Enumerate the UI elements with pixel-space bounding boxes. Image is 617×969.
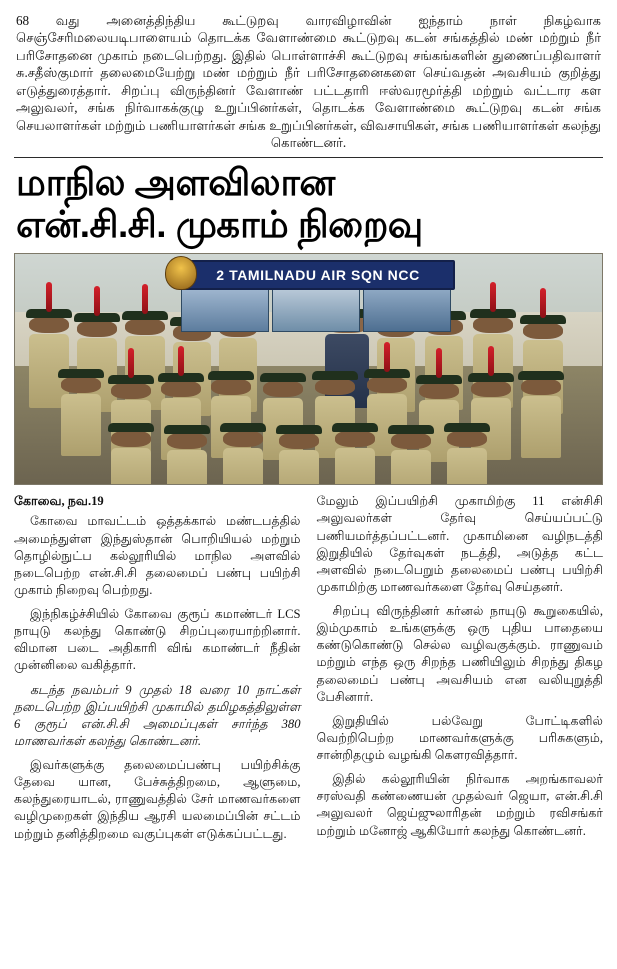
cadet-plume [436,348,442,378]
cadet-body [279,450,319,485]
cadet-head [167,432,207,449]
section-divider [14,157,603,158]
cadet-cap [276,425,322,434]
lead-paragraph: 68 வது அனைத்திந்திய கூட்டுறவு வாரவிழாவின் ஐந்தாம் நாள் நிகழ்வாக செஞ்சேரிமலையடிபாளையம் தொடக்க வேளாண்மை கூட்டுறவு கடன் சங்கத்தில் மண் மற்றும் நீர் பரிசோதனை முகாம் நடைபெற்றது. இதில் பொள்ளாச்சி கூட்டுறவு சங்கங்களின் துணைப்பதிவாளர் சு.சதீஸ்குமார் தலைமையேற்று மண் மற்றும் நீர் பரிசோதனைகளை செய்வதன் அவசியம் குறித்து எடுத்துரைத்தார். சிறப்பு விருந்தினர் வேளாண் பட்டதாரி ஈஸ்வரமூர்த்தி மற்றும் வட்டார கள அலுவலர், சங்க நிர்வாகக்குழு உறுப்பினர்கள், தொடக்க வேளாண்மை கூட்டுறவு கடன் சங்க செயலாளர்கள் மற்றும் பணியாளர்கள் சங்க உறுப்பினர்கள், விவசாயிகள், சங்க பணியாளர்கள் கலந்து கொண்டனர். [16,13,601,150]
cadet-plume [142,284,148,314]
cadet-cap [164,425,210,434]
cadet-figure [61,376,101,456]
dateline: கோவை, நவ.19 [14,494,104,509]
cadet-body [521,396,561,458]
cadet-head [447,430,487,447]
display-board [181,288,269,332]
cadet-body [61,394,101,456]
paragraph: இதில் கல்லூரியின் நிர்வாக அறங்காவலர் சரஸ்வதி கண்ணையன் முதல்வர் ஜெயா, என்.சி.சி அலுவலர் ஜெய்ஜுலாரிதன் மற்றும் ரவிசங்கர் மற்றும் மனோஜ் ஆகியோர் கலந்து கொண்டனர். [316,772,603,838]
cadet-head [279,432,319,449]
headline-line-2: என்.சி.சி. முகாம் நிறைவு [16,203,423,245]
paragraph: கோவை மாவட்டம் ஒத்தக்கால் மண்டபத்தில் அமைந்துள்ள இந்துஸ்தான் பொறியியல் மற்றும் தொழில்நுட்ப கல்லூரியில் மாநில அளவில் நடைபெற்ற என்.சி.சி தலைமைப் பண்பு பயிற்சி முகாம் நிறைவு பெற்றது. [14,514,301,597]
cadet-cap [220,423,266,432]
cadet-plume [178,346,184,376]
article-body [14,493,603,849]
cadet-head [521,378,561,395]
cadet-head [263,380,303,397]
display-board [363,288,451,332]
cadet-head [161,380,201,397]
article-photo [14,253,603,485]
cadet-head [335,430,375,447]
cadet-cap [260,373,306,382]
cadet-figure [447,430,487,485]
photo-banner-text: 2 TAMILNADU AIR SQN NCC [181,260,455,290]
cadet-head [391,432,431,449]
cadet-cap [208,371,254,380]
cadet-head [523,322,563,339]
cadet-plume [128,348,134,378]
cadet-plume [488,346,494,376]
cadet-cap [444,423,490,432]
display-boards [181,288,451,332]
cadet-plume [384,342,390,372]
headline-line-1: மாநில அளவிலான [16,162,335,204]
cadet-plume [490,282,496,312]
paragraph: இவர்களுக்கு தலைமைப்பண்பு பயிற்சிக்கு தேவை யான, பேச்சுத்திறமை, ஆளுமை, கலந்துரையாடல், ராணுவத்தில் சேர் மாணவர்களை வழிமுறைகள் இந்திய ஆரசி யலமைப்பின் சட்டம் மற்றும் தனித்திறமை வகுப்புகள் எடுக்கப்பட்டது. [14,758,301,841]
cadet-body [223,448,263,485]
cadet-plume [540,288,546,318]
cadet-head [211,378,251,395]
cadet-cap [332,423,378,432]
cadet-cap [312,371,358,380]
ncc-crest-icon [165,256,197,290]
cadet-figure [335,430,375,485]
paragraph: கடந்த நவம்பர் 9 முதல் 18 வரை 10 நாட்கள் நடைபெற்ற இப்பயிற்சி முகாமில் தமிழகத்திலுள்ள 6 குரூப் என்.சி.சி அமைப்புகள் சார்ந்த 380 மாணவர்கள் கலந்து கொண்டனர். [14,682,301,748]
cadet-head [223,430,263,447]
cadet-head [419,382,459,399]
paragraph: இறுதியில் பல்வேறு போட்டிகளில் வெற்றிபெற்ற மாணவர்களுக்கு பரிசுகளும், சான்றிதழும் வழங்கி கௌரவித்தார். [316,713,603,762]
cadet-cap [58,369,104,378]
right-column [317,493,604,849]
cadet-head [125,318,165,335]
cadet-body [111,448,151,485]
cadet-head [61,376,101,393]
cadet-head [29,316,69,333]
paragraph: இந்நிகழ்ச்சியில் கோவை குரூப் கமாண்டர் LCS நாயுடு கலந்து கொண்டு சிறப்புரையாற்றினார். விமான படை அதிகாரி விங் கமாண்டர் நீதின் முன்னிலை வகித்தார். [14,607,301,673]
paragraph: மேலும் இப்பயிற்சி முகாமிற்கு 11 என்சிசி அலுவலர்கள் தேர்வு செய்யப்பட்டு பணியமர்த்தப்பட்டனர். முகாமினை வழிநடத்தி இறுதியில் தேர்வுகள் நடத்தி, அடுத்த கட்ட அளவில் நடைபெறும் தலைமைப் பண்பு பயிற்சி முகாமிற்கு மாணவர்களை தேர்வு செய்தனர். [316,494,603,594]
cadet-figure [279,432,319,485]
cadet-cap [108,423,154,432]
cadet-plume [94,286,100,316]
display-board [272,288,360,332]
cadet-figure [111,430,151,485]
left-column [14,493,301,849]
cadet-head [473,316,513,333]
cadet-head [367,376,407,393]
cadet-body [447,448,487,485]
cadet-figure [391,432,431,485]
cadet-head [315,378,355,395]
cadet-body [391,450,431,485]
cadet-head [77,320,117,337]
cadet-plume [46,282,52,312]
cadet-cap [518,371,564,380]
cadet-head [111,430,151,447]
cadet-body [167,450,207,485]
cadet-figure [223,430,263,485]
paragraph: சிறப்பு விருந்தினர் கர்னல் நாயுடு கூறுகையில், இம்முகாம் உங்களுக்கு ஒரு புதிய பாதையை கண்டுகொண்டு செல்ல வழிவகுக்கும். ராணுவம் மற்றும் எந்த ஒரு சிறந்த பணியிலும் சிறந்து திகழ தலைமைப் பண்பு அவசியம் என வலியுறுத்தி பேசினார். [316,604,603,704]
cadet-figure [521,378,561,458]
cadet-figure [167,432,207,485]
cadet-cap [388,425,434,434]
cadet-head [111,382,151,399]
page-title [16,162,603,245]
cadet-head [471,380,511,397]
cadet-body [335,448,375,485]
